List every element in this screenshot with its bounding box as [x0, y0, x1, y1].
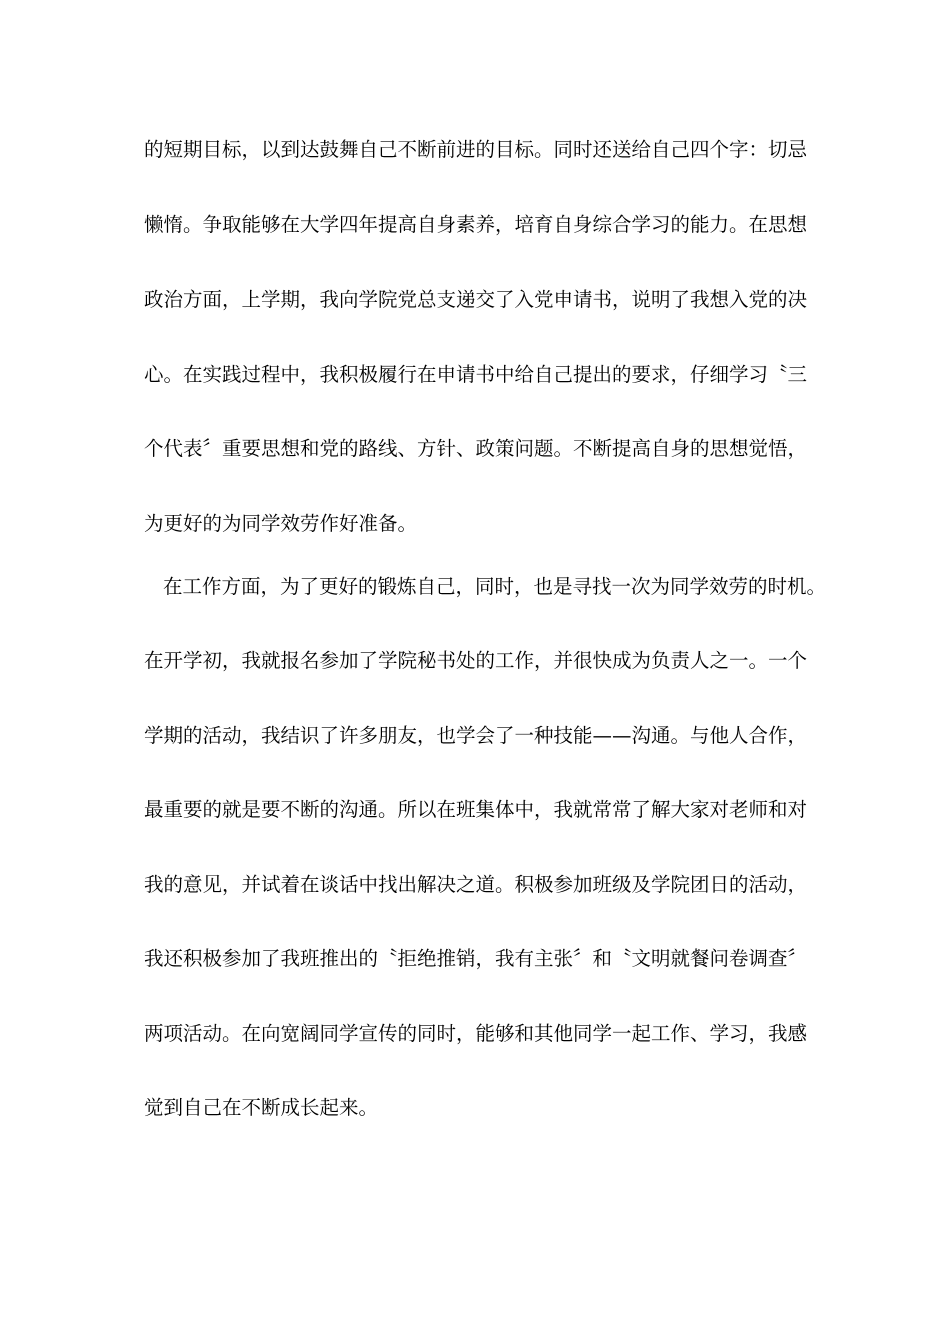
text-line: 在开学初，我就报名参加了学院秘书处的工作，并很快成为负责人之一。一个: [144, 649, 808, 672]
text-line: 的短期目标，以到达鼓舞自己不断前进的目标。同时还送给自己四个字：切忌: [144, 138, 808, 161]
text-line: 懒惰。争取能够在大学四年提高自身素养，培育自身综合学习的能力。在思想: [144, 213, 808, 236]
paragraph-first-line: 在工作方面，为了更好的锻炼自己，同时，也是寻找一次为同学效劳的时机。: [163, 575, 827, 598]
text-line: 学期的活动，我结识了许多朋友，也学会了一种技能——沟通。与他人合作，: [144, 724, 808, 747]
text-line: 心。在实践过程中，我积极履行在申请书中给自己提出的要求，仔细学习〝三: [144, 363, 808, 386]
text-line: 最重要的就是要不断的沟通。所以在班集体中，我就常常了解大家对老师和对: [144, 798, 808, 821]
text-line: 两项活动。在向宽阔同学宣传的同时，能够和其他同学一起工作、学习，我感: [144, 1022, 808, 1045]
text-line: 政治方面，上学期，我向学院党总支递交了入党申请书，说明了我想入党的决: [144, 288, 808, 311]
text-line: 我的意见，并试着在谈话中找出解决之道。积极参加班级及学院团日的活动，: [144, 873, 808, 896]
text-line: 我还积极参加了我班推出的〝拒绝推销，我有主张〞和〝文明就餐问卷调查〞: [144, 947, 808, 970]
text-line: 觉到自己在不断成长起来。: [144, 1096, 379, 1119]
text-line: 为更好的为同学效劳作好准备。: [144, 512, 418, 535]
text-line: 个代表〞重要思想和党的路线、方针、政策问题。不断提高自身的思想觉悟，: [144, 437, 808, 460]
